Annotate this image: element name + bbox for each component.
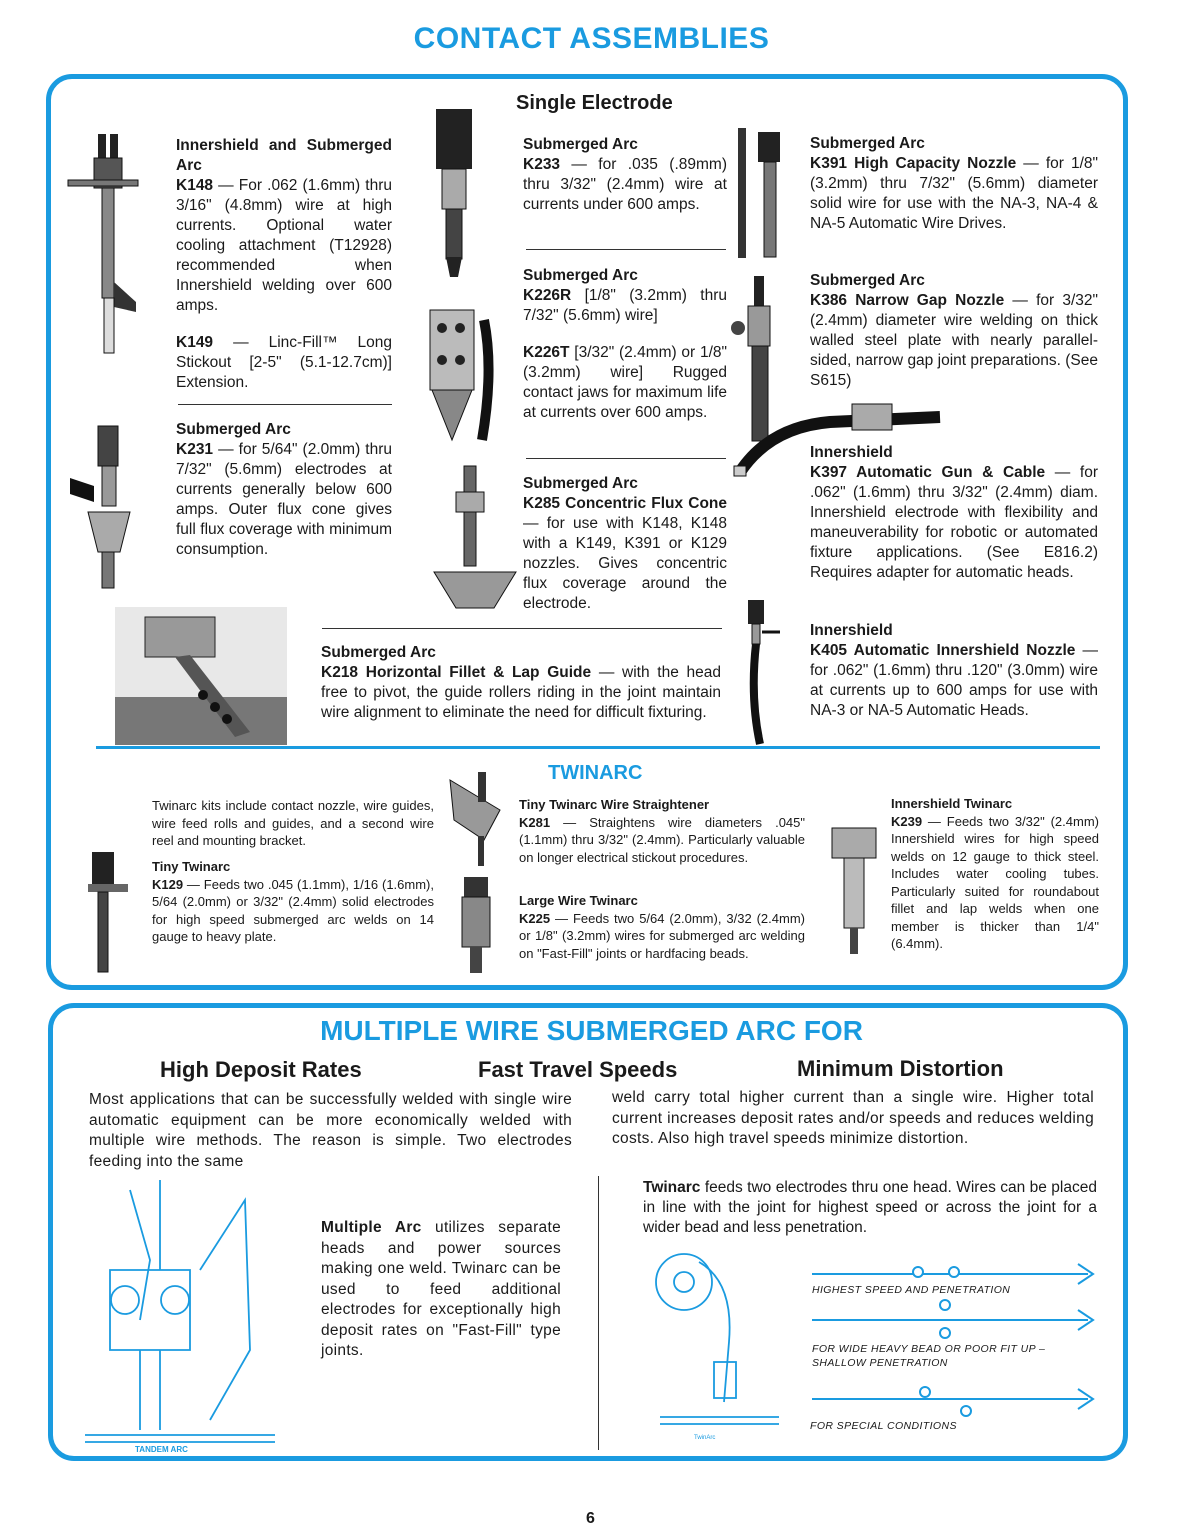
label-wide-bead: FOR WIDE HEAVY BEAD OR POOR FIT UP –	[812, 1343, 1046, 1355]
k218-guide-image	[115, 607, 287, 745]
multiple-wire-paragraph-2: weld carry total higher current than a single wire. Higher total current increases deposit rates and/or speeds and reduces welding costs. Also high travel speeds minimize distortion.	[612, 1089, 1094, 1147]
k225-twinarc-image	[454, 875, 498, 975]
label-highest-speed: HIGHEST SPEED AND PENETRATION	[812, 1284, 1011, 1296]
twinarc-feeds-description: Twinarc feeds two electrodes thru one head. Wires can be placed in line with the joint for highest speed or across the joint for a wider bead and less penetration.	[643, 1179, 1097, 1236]
label-special: FOR SPECIAL CONDITIONS	[810, 1420, 957, 1432]
k129-description: Tiny Twinarc K129 — Feeds two .045 (1.1mm), 1/16 (1.6mm), 5/64 (2.0mm) or 3/32" (2.4mm) solid electrodes for high speed submerged arc welds on 14 gauge to heavy plate.	[152, 859, 434, 944]
k285-description: Submerged Arc K285 Concentric Flux Cone — for use with K148, K148 with a K149, K391 or K129 nozzles. Gives concentric flux coverage around the electrode.	[523, 475, 727, 612]
multiple-wire-paragraph-1: Most applications that can be successfully welded with single wire automatic equipment can be more economically welded with multiple wire methods. The reason is simple. Two electrodes feeding into the same	[89, 1091, 572, 1170]
k149-description: K149 — Linc-Fill™ Long Stickout [2-5" (5.1-12.7cm)] Extension.	[176, 334, 392, 391]
tandem-arc-diagram	[80, 1180, 280, 1455]
page-number: 6	[586, 1510, 595, 1527]
k239-description: Innershield Twinarc K239 — Feeds two 3/32" (2.4mm) Innershield wires for high speed welds on 12 gauge to thick steel. Includes water cooling tubes. Particularly suited for roundabout fillet and lap welds when one member is thicker than 1/4" (6.4mm).	[891, 796, 1099, 951]
k391-nozzle-image	[730, 128, 786, 263]
subhead-deposit: High Deposit Rates	[160, 1057, 362, 1082]
k281-description: Tiny Twinarc Wire Straightener K281 — Straightens wire diameters .045" (1.1mm) thru 3/32" (2.4mm). Particularly valuable on longer electrical stickout procedures.	[519, 797, 805, 865]
k405-description: Innershield K405 Automatic Innershield Nozzle — for .062" (1.6mm) thru .120" (3.0mm) wire at currents up to 600 amps for use with NA-3 or NA-5 Automatic Heads.	[810, 622, 1098, 719]
k226-jaws-image	[424, 290, 504, 450]
k239-twinarc-image	[826, 818, 882, 958]
k148-nozzle-image	[66, 132, 146, 357]
k231-nozzle-image	[64, 422, 144, 592]
twinarc-heading: TWINARC	[548, 762, 643, 784]
tandem-arc-label: TANDEM ARC	[135, 1445, 188, 1454]
k391-description: Submerged Arc K391 High Capacity Nozzle — for 1/8" (3.2mm) thru 7/32" (5.6mm) diameter solid wire for use with the NA-3, NA-4 & NA-5 Automatic Wire Drives.	[810, 135, 1099, 232]
multiple-arc-description: Multiple Arc utilizes separate heads and power sources making one weld. Twinarc can be used to feed additional electrodes for exceptionally high deposit rates on "Fast-Fill" type joints.	[321, 1219, 561, 1359]
twinarc-head-diagram	[654, 1252, 784, 1447]
subhead-distortion: Minimum Distortion	[797, 1056, 1004, 1081]
label-shallow: SHALLOW PENETRATION	[812, 1357, 948, 1369]
twinarc-small-label: TwinArc	[694, 1435, 716, 1441]
k218-description: Submerged Arc K218 Horizontal Fillet & Lap Guide — with the head free to pivot, the guide rollers riding in the joint maintain wire alignment to eliminate the need for difficult fixturing.	[321, 644, 722, 721]
k285-flux-cone-image	[430, 462, 520, 612]
k129-twinarc-image	[86, 850, 132, 975]
k226t-description: K226T [3/32" (2.4mm) or 1/8" (3.2mm) wire] Rugged contact jaws for maximum life at currents over 600 amps.	[523, 344, 727, 421]
multiple-wire-title: MULTIPLE WIRE SUBMERGED ARC FOR	[320, 1015, 863, 1046]
k233-nozzle-image	[430, 107, 480, 279]
k148-description: Innershield and Submerged Arc K148 — For .062 (1.6mm) thru 3/16" (4.8mm) wire at high currents. Optional water cooling attachment (T12928) recommended when Innershield welding over 600 amps.	[176, 137, 392, 314]
single-electrode-heading: Single Electrode	[516, 92, 673, 114]
k397-description: Innershield K397 Automatic Gun & Cable — for .062" (1.6mm) thru 3/32" (2.4mm) diam. Innershield electrode with flexibility and maneuverability for robotic or automated fixture applications. (See E816.2) Requires adapter for automatic heads.	[810, 444, 1098, 581]
k225-description: Large Wire Twinarc K225 — Feeds two 5/64 (2.0mm), 3/32 (2.4mm) or 1/8" (3.2mm) wires for submerged arc welding on "Fast-Fill" joints or hardfacing beads.	[519, 893, 805, 961]
subhead-speed: Fast Travel Speeds	[478, 1057, 678, 1082]
page-title: CONTACT ASSEMBLIES	[413, 22, 770, 55]
k386-description: Submerged Arc K386 Narrow Gap Nozzle — for 3/32" (2.4mm) diameter wire welding on thick walled steel plate with nearly parallel-sided, narrow gap joint preparations. (See S615)	[810, 272, 1098, 389]
k281-straightener-image	[444, 770, 508, 868]
k231-description: Submerged Arc K231 — for 5/64" (2.0mm) thru 7/32" (5.6mm) electrodes at currents generally below 600 amps. Outer flux cone gives full flux coverage with minimum consumption.	[176, 421, 392, 558]
twinarc-intro: Twinarc kits include contact nozzle, wire guides, wire feed rolls and guides, and a second wire reel and mounting bracket.	[152, 798, 434, 848]
k233-description: Submerged Arc K233 — for .035 (.89mm) thru 3/32" (2.4mm) wire at currents under 600 amps.	[523, 136, 727, 213]
k226r-description: Submerged Arc K226R [1/8" (3.2mm) thru 7/32" (5.6mm) wire]	[523, 267, 727, 324]
k405-nozzle-image	[740, 598, 790, 748]
